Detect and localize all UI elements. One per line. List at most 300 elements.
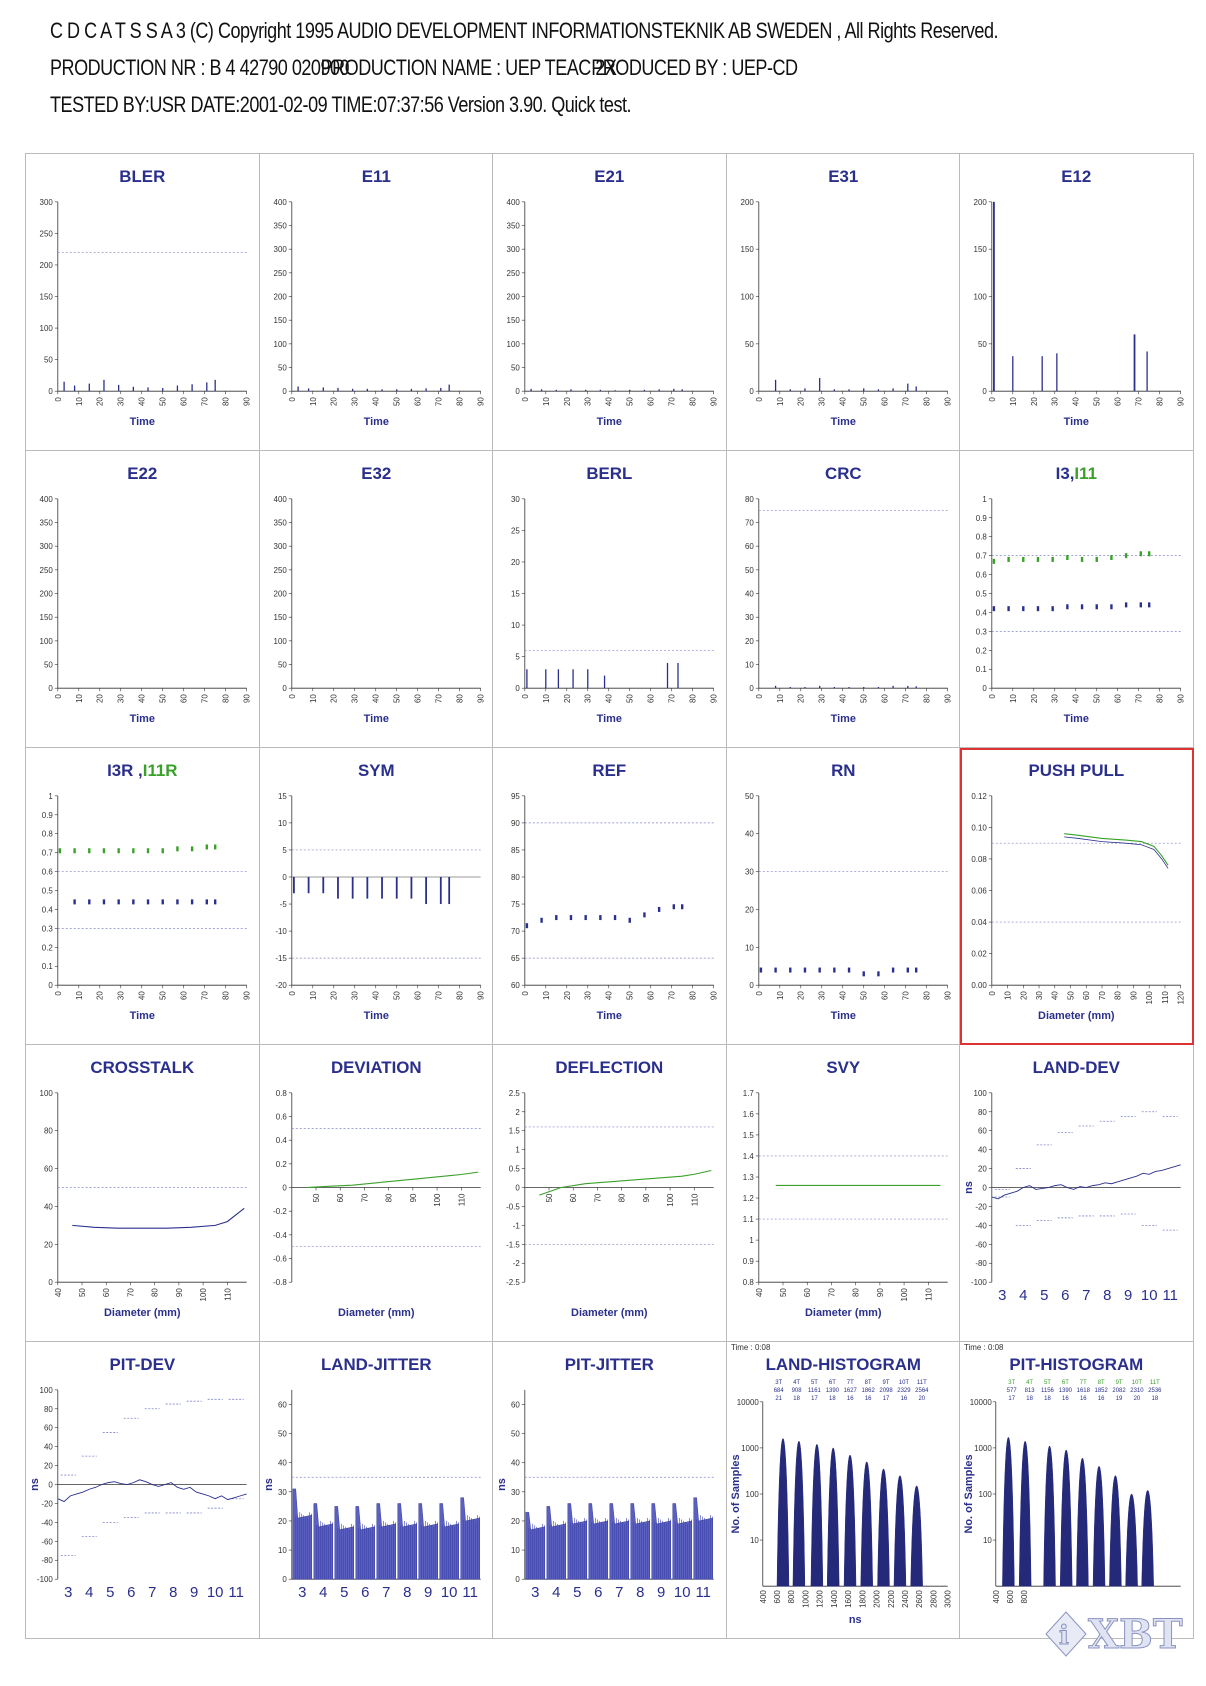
x-axis-label: Time xyxy=(363,713,389,726)
chart-svg xyxy=(26,748,259,1044)
x-tick-label: 50 xyxy=(392,694,402,704)
x-tick-label: 90 xyxy=(1177,694,1187,704)
production-name: PRODUCTION NAME : UEP TEAC 2X xyxy=(320,55,617,80)
histogram-center-value: 2329 xyxy=(897,1387,911,1394)
y-tick-label: 100 xyxy=(273,636,287,646)
point xyxy=(526,923,528,928)
histogram-peak-label: 7T xyxy=(1080,1379,1088,1386)
x-category-label: 9 xyxy=(423,1584,432,1602)
point xyxy=(88,848,90,853)
y-tick-label: 0.8 xyxy=(976,532,988,542)
y-tick-label: 0.8 xyxy=(41,829,53,839)
point xyxy=(1148,602,1150,607)
x-tick-label: 0 xyxy=(520,397,530,402)
chart-svg xyxy=(727,748,960,1044)
chart-svg xyxy=(26,1045,259,1341)
y-tick-label: 10 xyxy=(749,1536,759,1546)
histogram-peak-label: 3T xyxy=(775,1379,782,1386)
x-category-label: 8 xyxy=(1103,1287,1112,1305)
y-axis-label: No. of Samples xyxy=(963,1454,976,1534)
x-tick-label: 70 xyxy=(667,694,677,704)
chart-title-main: E21 xyxy=(594,166,625,186)
y-tick-label: 250 xyxy=(506,268,521,278)
point xyxy=(818,968,820,973)
x-tick-label: 0 xyxy=(53,397,63,402)
x-category-label: 7 xyxy=(615,1584,624,1602)
point xyxy=(206,899,208,904)
point xyxy=(206,844,208,849)
y-tick-label: 30 xyxy=(744,613,754,623)
y-tick-label: 250 xyxy=(273,565,287,575)
x-tick-label: 90 xyxy=(242,991,252,1001)
x-tick-label: 90 xyxy=(1177,397,1187,407)
y-tick-label: -20 xyxy=(274,981,287,991)
y-tick-label: -0.5 xyxy=(506,1202,521,1212)
point xyxy=(804,968,806,973)
x-tick-label: 70 xyxy=(200,694,210,704)
x-tick-label: 20 xyxy=(329,397,339,407)
histogram-peak-label: 8T xyxy=(1098,1379,1106,1386)
histogram-center-value: 2098 xyxy=(879,1387,893,1394)
x-axis-label: Time xyxy=(129,1010,155,1023)
point xyxy=(103,899,105,904)
chart-svg xyxy=(960,1045,1193,1341)
chart-sym xyxy=(260,748,494,1045)
chart-ref xyxy=(493,748,727,1045)
x-category-label: 11 xyxy=(228,1584,244,1602)
y-tick-label: 0.9 xyxy=(742,1257,754,1267)
x-axis-label: Time xyxy=(830,416,856,429)
x-tick-label: 1000 xyxy=(801,1590,811,1608)
histogram-peak xyxy=(1044,1446,1056,1586)
test-info-line: TESTED BY:USR DATE:2001-02-09 TIME:07:37:56 Version 3.90. Quick test. xyxy=(50,92,632,117)
x-tick-label: 20 xyxy=(95,694,105,704)
y-tick-label: 20 xyxy=(744,905,754,915)
histogram-center-value: 1156 xyxy=(1041,1387,1055,1394)
x-tick-label: 10 xyxy=(1003,991,1013,1001)
x-tick-label: 60 xyxy=(413,694,423,704)
x-tick-label: 600 xyxy=(1006,1590,1016,1604)
y-tick-label: -60 xyxy=(975,1240,988,1250)
y-tick-label: 30 xyxy=(744,867,754,877)
chart-svg xyxy=(260,1045,493,1341)
report-header xyxy=(50,12,1170,123)
x-tick-label: 40 xyxy=(754,1288,764,1298)
x-tick-label: 70 xyxy=(126,1288,136,1298)
produced-by: PRODUCED BY : UEP-CD xyxy=(591,55,798,80)
histogram-peak xyxy=(1003,1437,1015,1586)
x-tick-label: 60 xyxy=(880,397,890,407)
y-tick-label: 40 xyxy=(277,1458,287,1468)
point xyxy=(1067,604,1069,609)
x-tick-label: 80 xyxy=(455,991,465,1001)
y-tick-label: 10 xyxy=(511,621,521,631)
x-tick-label: 10 xyxy=(541,991,551,1001)
chart-title xyxy=(828,167,858,186)
y-tick-label: 40 xyxy=(43,1202,53,1212)
x-tick-label: 50 xyxy=(625,694,635,704)
x-tick-label: 50 xyxy=(625,991,635,1001)
y-tick-label: -0.2 xyxy=(272,1207,287,1217)
y-tick-label: 25 xyxy=(511,526,521,536)
y-tick-label: 300 xyxy=(273,542,287,552)
y-tick-label: 0.08 xyxy=(971,854,988,864)
x-tick-label: 90 xyxy=(943,397,953,407)
histogram-peak xyxy=(1142,1490,1154,1586)
point xyxy=(629,918,631,923)
chart-title-main: LAND-HISTOGRAM xyxy=(765,1354,921,1374)
x-tick-label: 30 xyxy=(583,991,593,1001)
x-tick-label: 20 xyxy=(562,694,572,704)
y-tick-label: 150 xyxy=(506,316,521,326)
chart-i3i11 xyxy=(960,451,1194,748)
histogram-count-value: 17 xyxy=(810,1395,818,1402)
chart-e11 xyxy=(260,154,494,451)
x-tick-label: 20 xyxy=(1019,991,1029,1001)
point xyxy=(1037,557,1039,562)
x-category-label: 10 xyxy=(206,1584,224,1602)
x-tick-label: 100 xyxy=(199,1288,209,1302)
y-tick-label: 0 xyxy=(982,684,988,694)
x-tick-label: 80 xyxy=(688,694,698,704)
y-tick-label: 80 xyxy=(978,1107,988,1117)
x-tick-label: 60 xyxy=(803,1288,813,1298)
y-tick-label: 400 xyxy=(273,197,287,207)
x-tick-label: 0 xyxy=(53,694,63,699)
y-tick-label: 5 xyxy=(281,845,287,855)
x-tick-label: 60 xyxy=(413,991,423,1001)
x-tick-label: 70 xyxy=(200,397,210,407)
y-tick-label: 200 xyxy=(740,197,754,207)
y-tick-label: 0 xyxy=(48,684,53,694)
y-tick-label: 0.1 xyxy=(976,665,988,675)
point xyxy=(103,848,105,853)
x-tick-label: 3000 xyxy=(943,1590,953,1608)
y-tick-label: 150 xyxy=(39,613,53,623)
histogram-center-value: 1852 xyxy=(1094,1387,1109,1394)
chart-e32 xyxy=(260,451,494,748)
y-tick-label: 0 xyxy=(515,1183,521,1193)
point xyxy=(1022,606,1024,611)
histogram-center-value: 1390 xyxy=(1059,1387,1073,1394)
histogram-count-value: 17 xyxy=(882,1395,890,1402)
x-tick-label: 20 xyxy=(95,991,105,1001)
x-tick-label: 30 xyxy=(1035,991,1045,1001)
y-tick-label: 150 xyxy=(273,316,287,326)
x-tick-label: 80 xyxy=(688,397,698,407)
x-axis-label: Time xyxy=(830,1010,856,1023)
histogram-center-value: 813 xyxy=(1024,1387,1035,1394)
point xyxy=(191,899,193,904)
x-tick-label: 70 xyxy=(593,1193,603,1203)
x-tick-label: 100 xyxy=(432,1193,442,1207)
histogram-peak-label: 5T xyxy=(810,1379,818,1386)
y-tick-label: 50 xyxy=(511,363,521,373)
point xyxy=(570,915,572,920)
x-axis-label: Time xyxy=(596,416,623,429)
series-line xyxy=(306,1172,478,1187)
x-tick-label: 20 xyxy=(1030,694,1040,704)
x-tick-label: 70 xyxy=(434,694,444,704)
x-tick-label: 50 xyxy=(859,991,869,1001)
x-tick-label: 0 xyxy=(754,991,764,996)
y-tick-label: 0.12 xyxy=(971,791,988,801)
y-tick-label: 0.7 xyxy=(976,551,988,561)
histogram-count-value: 16 xyxy=(1062,1395,1070,1402)
y-tick-label: 50 xyxy=(744,565,754,575)
chart-title-main: I3R xyxy=(107,760,134,780)
point xyxy=(585,915,587,920)
y-tick-label: 100 xyxy=(973,1088,988,1098)
x-tick-label: 30 xyxy=(116,397,126,407)
chart-title-main: E32 xyxy=(360,463,391,483)
svg-text:i: i xyxy=(1059,1621,1069,1651)
x-tick-label: 30 xyxy=(350,694,360,704)
y-tick-label: 1 xyxy=(515,1145,521,1155)
y-tick-label: 1.2 xyxy=(742,1194,754,1204)
y-tick-label: -100 xyxy=(36,1575,53,1585)
chart-title-main: BERL xyxy=(586,463,633,483)
y-tick-label: -2.5 xyxy=(506,1278,521,1288)
x-axis-label: Time xyxy=(596,1010,623,1023)
x-category-label: 6 xyxy=(127,1584,136,1602)
x-tick-label: 0 xyxy=(287,397,297,402)
x-tick-label: 50 xyxy=(158,397,168,407)
x-tick-label: 90 xyxy=(875,1288,885,1298)
x-category-label: 11 xyxy=(1162,1287,1179,1305)
y-tick-label: 0.04 xyxy=(971,918,988,928)
y-tick-label: 250 xyxy=(39,565,53,575)
chart-title xyxy=(321,1355,432,1374)
y-tick-label: -10 xyxy=(274,927,287,937)
y-tick-label: 50 xyxy=(277,1429,287,1439)
histogram-center-value: 2564 xyxy=(914,1387,929,1394)
chart-title-main: PIT-DEV xyxy=(109,1354,176,1374)
x-tick-label: 40 xyxy=(1051,991,1061,1001)
y-tick-label: 0.9 xyxy=(41,810,53,820)
x-tick-label: 10 xyxy=(308,991,318,1001)
chart-svg xyxy=(960,154,1193,450)
x-tick-label: 60 xyxy=(179,397,189,407)
y-tick-label: 10 xyxy=(744,660,754,670)
chart-title xyxy=(119,167,165,186)
y-tick-label: 1.4 xyxy=(742,1151,754,1161)
x-tick-label: 10 xyxy=(74,991,84,1001)
y-tick-label: 85 xyxy=(511,845,521,855)
x-tick-label: 80 xyxy=(688,991,698,1001)
y-axis-label: ns xyxy=(28,1478,41,1491)
x-tick-label: 110 xyxy=(223,1288,233,1301)
chart-crc xyxy=(727,451,961,748)
chart-e31 xyxy=(727,154,961,451)
chart-title-sep: , xyxy=(1070,463,1075,483)
x-tick-label: 50 xyxy=(859,397,869,407)
x-tick-label: 40 xyxy=(1072,694,1082,704)
histogram-center-value: 684 xyxy=(773,1387,784,1394)
chart-berl xyxy=(493,451,727,748)
chart-svg xyxy=(727,1045,960,1341)
point xyxy=(877,971,879,976)
y-tick-label: 90 xyxy=(511,818,521,828)
point xyxy=(162,899,164,904)
y-tick-label: 40 xyxy=(511,1458,521,1468)
x-tick-label: 90 xyxy=(943,694,953,704)
y-tick-label: 400 xyxy=(273,494,287,504)
y-tick-label: -20 xyxy=(975,1202,988,1212)
y-tick-label: 0 xyxy=(749,684,754,694)
point xyxy=(1052,606,1054,611)
point xyxy=(1111,604,1113,609)
x-tick-label: 40 xyxy=(371,397,381,407)
x-tick-label: 90 xyxy=(476,694,486,704)
x-category-label: 6 xyxy=(594,1584,603,1602)
y-tick-label: 10 xyxy=(277,1546,287,1556)
histogram-count-value: 16 xyxy=(1098,1395,1105,1402)
x-tick-label: 90 xyxy=(709,397,719,407)
x-tick-label: 400 xyxy=(758,1590,768,1604)
histogram-peak xyxy=(827,1448,839,1586)
chart-title-main: SYM xyxy=(357,760,395,780)
chart-title xyxy=(358,761,395,780)
y-tick-label: 40 xyxy=(978,1145,988,1155)
y-tick-label: 0 xyxy=(982,1183,988,1193)
x-category-label: 6 xyxy=(360,1584,369,1602)
x-category-label: 10 xyxy=(1141,1287,1158,1305)
x-tick-label: 60 xyxy=(569,1193,579,1203)
chart-title xyxy=(90,1058,195,1077)
histogram-count-value: 18 xyxy=(1026,1395,1034,1402)
x-tick-label: 30 xyxy=(583,694,593,704)
x-category-label: 5 xyxy=(106,1584,115,1602)
x-tick-label: 10 xyxy=(775,397,785,407)
x-tick-label: 90 xyxy=(242,694,252,704)
deviation-trace xyxy=(58,1480,247,1502)
y-tick-label: 10000 xyxy=(970,1397,993,1407)
x-tick-label: 50 xyxy=(625,397,635,407)
x-category-label: 4 xyxy=(85,1584,94,1602)
x-tick-label: 50 xyxy=(1066,991,1076,1001)
x-tick-label: 110 xyxy=(1161,991,1171,1004)
y-tick-label: 250 xyxy=(273,268,287,278)
x-tick-label: 80 xyxy=(455,397,465,407)
chart-title xyxy=(594,167,624,186)
x-tick-label: 10 xyxy=(541,694,551,704)
x-tick-label: 2400 xyxy=(900,1590,910,1608)
y-tick-label: 0.5 xyxy=(976,589,988,599)
x-tick-label: 0 xyxy=(287,991,297,996)
y-tick-label: 40 xyxy=(744,829,754,839)
histogram-peak-label: 11T xyxy=(1150,1379,1161,1386)
y-tick-label: 100 xyxy=(39,1088,53,1098)
x-axis-label: Diameter (mm) xyxy=(337,1307,415,1320)
x-tick-label: 100 xyxy=(1145,991,1155,1005)
point xyxy=(848,968,850,973)
chart-svg xyxy=(493,1045,726,1341)
x-category-label: 11 xyxy=(462,1584,478,1602)
x-tick-label: 50 xyxy=(392,991,402,1001)
y-tick-label: 10 xyxy=(277,818,287,828)
production-nr: PRODUCTION NR : B 4 42790 020900 xyxy=(50,55,350,80)
y-tick-label: 10 xyxy=(744,943,754,953)
chart-landdev xyxy=(960,1045,1194,1342)
x-tick-label: 70 xyxy=(434,397,444,407)
x-tick-label: 70 xyxy=(901,991,911,1001)
chart-svg xyxy=(493,1342,726,1638)
chart-landjitter xyxy=(260,1342,494,1639)
chart-title-main: SVY xyxy=(826,1057,860,1077)
y-tick-label: 150 xyxy=(39,292,53,302)
y-tick-label: -0.8 xyxy=(272,1278,287,1288)
x-category-label: 3 xyxy=(297,1584,307,1602)
histogram-center-value: 2082 xyxy=(1112,1387,1127,1394)
y-axis-label: ns xyxy=(496,1478,509,1491)
chart-title-main: PIT-JITTER xyxy=(564,1354,655,1374)
x-tick-label: 10 xyxy=(775,991,785,1001)
x-tick-label: 50 xyxy=(1093,397,1103,407)
x-category-label: 6 xyxy=(1061,1287,1070,1305)
y-tick-label: 0.5 xyxy=(41,886,53,896)
y-tick-label: 200 xyxy=(273,589,287,599)
chart-i3ri11r xyxy=(26,748,260,1045)
chart-e21 xyxy=(493,154,727,451)
chart-title xyxy=(1062,167,1092,186)
production-line xyxy=(50,49,968,86)
point xyxy=(1125,602,1127,607)
x-tick-label: 0 xyxy=(988,397,998,402)
x-tick-label: 30 xyxy=(817,991,827,1001)
chart-rn xyxy=(727,748,961,1045)
histogram-peak-label: 9T xyxy=(1115,1379,1123,1386)
x-tick-label: 80 xyxy=(1156,397,1166,407)
y-tick-label: 350 xyxy=(506,221,521,231)
y-tick-label: 40 xyxy=(43,1442,53,1452)
x-axis-label: Time xyxy=(830,713,856,726)
x-tick-label: 90 xyxy=(476,397,486,407)
x-tick-label: 90 xyxy=(242,397,252,407)
chart-pushpull xyxy=(960,748,1194,1045)
chart-title-main: DEFLECTION xyxy=(555,1057,664,1077)
x-tick-label: 40 xyxy=(838,397,848,407)
y-tick-label: -2 xyxy=(512,1259,521,1269)
point xyxy=(789,968,791,973)
histogram-peak-label: 10T xyxy=(898,1379,909,1386)
x-axis-label: Diameter (mm) xyxy=(104,1307,181,1320)
y-tick-label: 0.6 xyxy=(41,867,53,877)
x-category-label: 7 xyxy=(381,1584,390,1602)
histogram-count-value: 16 xyxy=(1080,1395,1087,1402)
chart-title xyxy=(107,761,177,780)
y-tick-label: 60 xyxy=(978,1126,988,1136)
x-tick-label: 80 xyxy=(1156,694,1166,704)
y-tick-label: 200 xyxy=(39,260,53,270)
x-tick-label: 80 xyxy=(221,991,231,1001)
x-tick-label: 40 xyxy=(53,1288,63,1298)
chart-deviation xyxy=(260,1045,494,1342)
chart-svg xyxy=(260,451,493,747)
chart-svg xyxy=(727,1342,960,1638)
x-tick-label: 40 xyxy=(604,694,614,704)
point xyxy=(117,899,119,904)
x-tick-label: 90 xyxy=(408,1193,418,1203)
y-tick-label: 60 xyxy=(511,981,521,991)
x-tick-label: 10 xyxy=(775,694,785,704)
x-category-label: 8 xyxy=(636,1584,645,1602)
x-tick-label: 1800 xyxy=(858,1590,868,1608)
y-tick-label: 350 xyxy=(39,518,53,528)
x-tick-label: 50 xyxy=(392,397,402,407)
y-tick-label: 20 xyxy=(277,1516,287,1526)
y-tick-label: 200 xyxy=(39,589,53,599)
